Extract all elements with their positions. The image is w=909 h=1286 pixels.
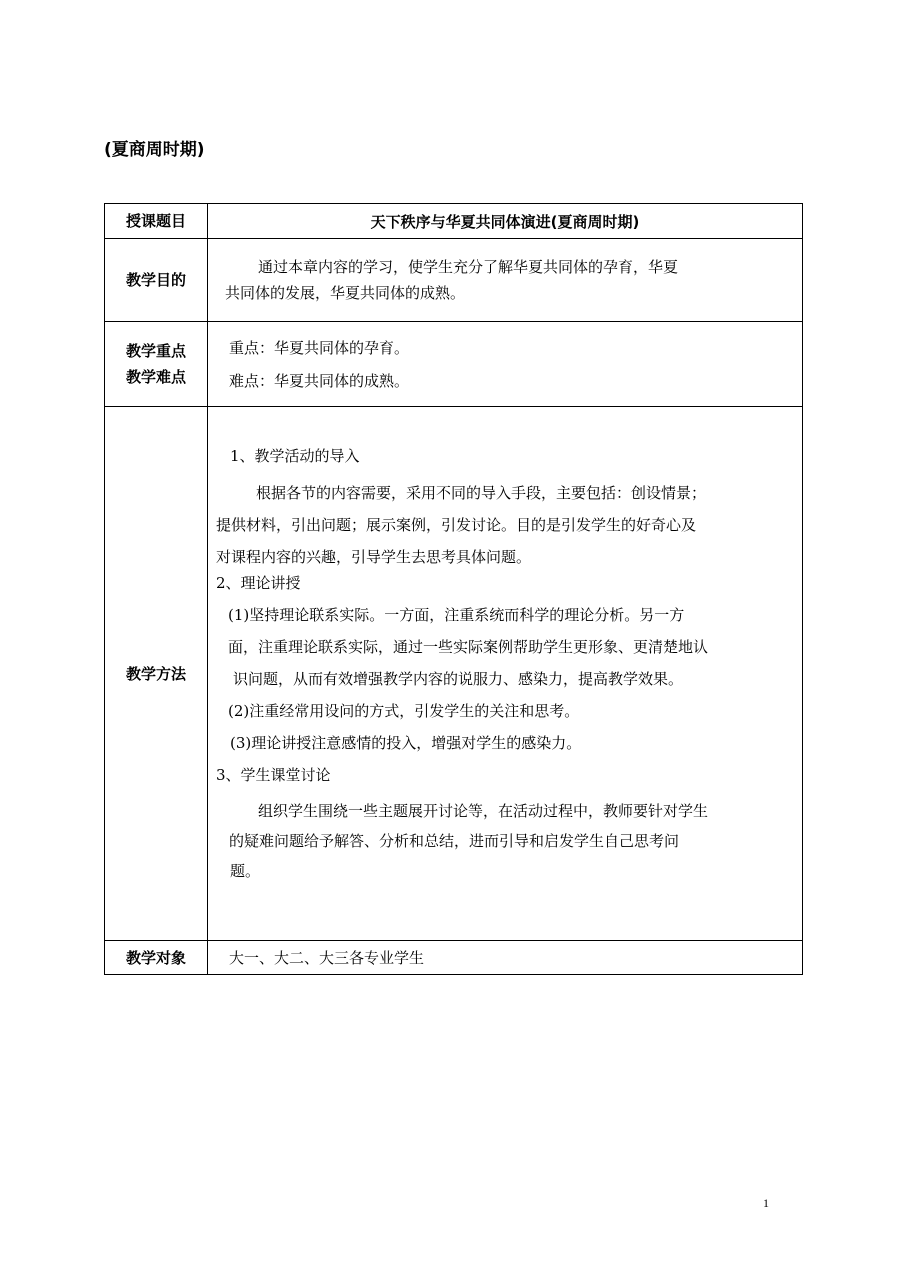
method-line: (2)注重经常用设问的方式，引发学生的关注和思考。 bbox=[228, 702, 580, 720]
table-row-title bbox=[105, 204, 803, 239]
method-line: (3)理论讲授注意感情的投入，增强对学生的感染力。 bbox=[230, 734, 582, 752]
method-line: 3、学生课堂讨论 bbox=[216, 766, 331, 784]
teaching-goal-cell bbox=[208, 239, 803, 322]
method-line: 2、理论讲授 bbox=[216, 574, 301, 592]
method-line: 提供材料，引出问题；展示案例，引发讨论。目的是引发学生的好奇心及 bbox=[216, 516, 697, 534]
method-line: 1、教学活动的导入 bbox=[230, 447, 360, 465]
label-teaching-goal: 教学目的 bbox=[105, 239, 208, 322]
method-line: 的疑难问题给予解答、分析和总结，进而引导和启发学生自己思考问 bbox=[229, 832, 680, 850]
table-row-goal bbox=[105, 239, 803, 322]
document-heading: (夏商周时期) bbox=[104, 140, 205, 160]
key-point-text: 重点：华夏共同体的孕育。 bbox=[229, 338, 410, 357]
method-line: 根据各节的内容需要，采用不同的导入手段，主要包括：创设情景； bbox=[256, 484, 707, 502]
method-line: 对课程内容的兴趣，引导学生去思考具体问题。 bbox=[216, 548, 532, 566]
course-title-value: 天下秩序与华夏共同体演进(夏商周时期) bbox=[208, 204, 803, 239]
table-row-key-points bbox=[105, 322, 803, 407]
goal-line-1: 通过本章内容的学习，使学生充分了解华夏共同体的孕育，华夏 bbox=[258, 258, 679, 276]
label-key-point: 教学重点 bbox=[125, 342, 186, 360]
method-line: (1)坚持理论联系实际。一方面，注重系统而科学的理论分析。另一方 bbox=[228, 606, 685, 624]
teaching-method-cell bbox=[208, 407, 803, 941]
table-row-method bbox=[105, 407, 803, 941]
goal-line-2: 共同体的发展，华夏共同体的成熟。 bbox=[225, 284, 466, 302]
difficult-point-text: 难点：华夏共同体的成熟。 bbox=[229, 371, 410, 390]
label-course-title: 授课题目 bbox=[105, 204, 208, 239]
page-number: 1 bbox=[763, 1196, 769, 1210]
key-points-cell bbox=[208, 322, 803, 407]
teaching-target-cell bbox=[208, 941, 803, 975]
label-teaching-target: 教学对象 bbox=[105, 941, 208, 975]
label-teaching-method: 教学方法 bbox=[105, 407, 208, 941]
method-line: 识问题，从而有效增强教学内容的说服力、感染力，提高教学效果。 bbox=[233, 670, 684, 688]
label-key-difficult bbox=[105, 322, 208, 407]
method-line: 面，注重理论联系实际，通过一些实际案例帮助学生更形象、更清楚地认 bbox=[228, 638, 709, 656]
teaching-target-value: 大一、大二、大三各专业学生 bbox=[229, 948, 425, 967]
method-line: 组织学生围绕一些主题展开讨论等，在活动过程中，教师要针对学生 bbox=[258, 802, 709, 820]
method-line: 题。 bbox=[230, 862, 261, 880]
label-difficult-point: 教学难点 bbox=[125, 368, 186, 386]
table-row-target bbox=[105, 941, 803, 975]
lesson-plan-table bbox=[104, 203, 803, 975]
